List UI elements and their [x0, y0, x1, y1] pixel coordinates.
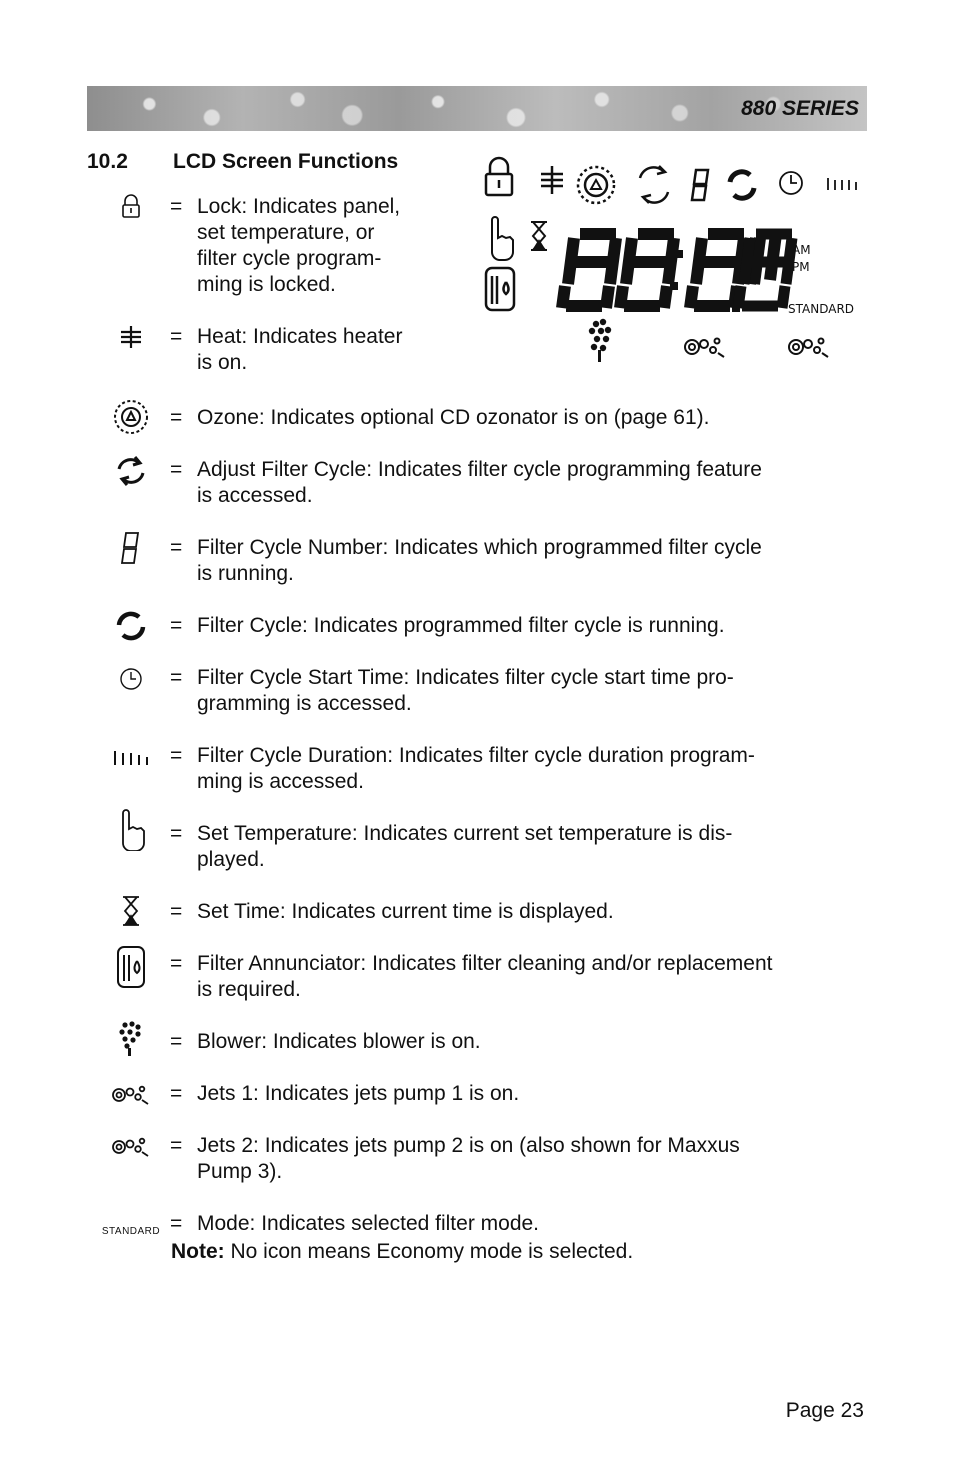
blower-icon	[100, 1029, 162, 1057]
entry-jets-2-text: Jets 2: Indicates jets pump 2 is on (also shown for Maxxus Pump 3).	[197, 1134, 740, 1183]
equals-sign: =	[170, 900, 183, 923]
lcd-digit-1	[562, 234, 616, 308]
clock-icon	[100, 665, 162, 691]
equals-sign: =	[170, 744, 183, 767]
lcd-ozone-icon	[578, 167, 614, 203]
lcd-am-label: AM	[792, 243, 811, 257]
filter-annunciator-icon	[100, 951, 162, 989]
entry-filter-cycle-duration-text: Filter Cycle Duration: Indicates filter cycle duration program- ming is accessed.	[197, 744, 755, 793]
lcd-jets-2-icon	[789, 339, 828, 358]
section-title: LCD Screen Functions	[173, 150, 399, 173]
filter-cycle-icon	[100, 613, 162, 643]
entry-filter-cycle-start-time-text: Filter Cycle Start Time: Indicates filter cycle start time pro- gramming is accessed.	[197, 666, 734, 715]
equals-sign: =	[170, 325, 183, 348]
equals-sign: =	[170, 406, 183, 429]
header-banner	[87, 86, 867, 131]
entry-adjust-filter-cycle-text: Adjust Filter Cycle: Indicates filter cycle programming feature is accessed.	[197, 458, 762, 507]
entry-ozone-text: Ozone: Indicates optional CD ozonator is on (page 61).	[197, 406, 710, 429]
entry-filter-cycle-text: Filter Cycle: Indicates programmed filter cycle is running.	[197, 614, 725, 637]
ozone-icon	[100, 405, 162, 437]
equals-sign: =	[170, 666, 183, 689]
lcd-digit-2	[620, 234, 674, 308]
entry-mode-text: Mode: Indicates selected filter mode.	[197, 1212, 540, 1235]
adjust-filter-cycle-icon	[100, 457, 162, 489]
lcd-screen-illustration	[470, 150, 870, 375]
lcd-heat-icon	[541, 166, 563, 194]
heat-icon	[100, 324, 162, 350]
lcd-filter-cycle-number-icon	[692, 170, 708, 200]
equals-sign: =	[170, 822, 183, 845]
equals-sign: =	[170, 1030, 183, 1053]
hourglass-icon	[100, 899, 162, 927]
lcd-filter-cycle-icon	[730, 172, 754, 198]
lcd-clock-icon	[780, 172, 802, 194]
note	[171, 1240, 633, 1264]
lcd-colon-top	[675, 250, 683, 258]
note-label: Note:	[171, 1240, 225, 1263]
equals-sign: =	[170, 614, 183, 637]
entry-set-temperature-text: Set Temperature: Indicates current set temperature is dis- played.	[197, 822, 733, 871]
filter-cycle-number-icon	[100, 535, 162, 565]
entry-filter-cycle-number-text: Filter Cycle Number: Indicates which programmed filter cycle is running.	[197, 536, 762, 585]
note-text: No icon means Economy mode is selected.	[224, 1240, 634, 1263]
page-number: Page 23	[785, 1399, 864, 1422]
lock-icon	[100, 194, 162, 220]
entry-set-time-text: Set Time: Indicates current time is displayed.	[197, 900, 614, 923]
lcd-jets-1-icon	[685, 339, 724, 358]
entry-blower-text: Blower: Indicates blower is on.	[197, 1030, 481, 1053]
entry-jets-1-text: Jets 1: Indicates jets pump 1 is on.	[197, 1082, 520, 1105]
entry-heat-text: Heat: Indicates heater is on.	[197, 325, 403, 374]
lcd-hourglass-icon	[531, 222, 547, 250]
lcd-colon-bottom	[670, 282, 678, 290]
lcd-decimal-point	[732, 304, 740, 312]
pointing-hand-icon	[100, 821, 162, 851]
equals-sign: =	[170, 1134, 183, 1157]
lcd-pointing-hand-icon	[492, 217, 513, 260]
equals-sign: =	[170, 1082, 183, 1105]
equals-sign: =	[170, 195, 183, 218]
lcd-standard-label: STANDARD	[788, 302, 855, 316]
lcd-lock-icon	[486, 158, 512, 195]
series-title: 880 SERIES	[741, 97, 859, 120]
lcd-blower-icon	[589, 319, 611, 362]
lcd-duration-bars-icon	[828, 178, 856, 190]
equals-sign: =	[170, 458, 183, 481]
duration-bars-icon	[100, 743, 162, 769]
equals-sign: =	[170, 1212, 183, 1235]
entry-filter-annunciator-text: Filter Annunciator: Indicates filter cleaning and/or replacement is required.	[197, 952, 773, 1001]
section-number: 10.2	[87, 150, 128, 173]
entry-lock-text: Lock: Indicates panel, set temperature, or filter cycle program- ming is locked.	[197, 195, 401, 296]
jets-1-icon	[100, 1081, 162, 1107]
lcd-filter-annunciator-icon	[486, 268, 514, 310]
standard-mode-label: STANDARD	[101, 1226, 161, 1237]
jets-2-icon	[100, 1133, 162, 1159]
equals-sign: =	[170, 952, 183, 975]
lcd-adjust-filter-cycle-icon	[640, 166, 668, 203]
equals-sign: =	[170, 536, 183, 559]
lcd-pm-label: PM	[792, 260, 810, 274]
